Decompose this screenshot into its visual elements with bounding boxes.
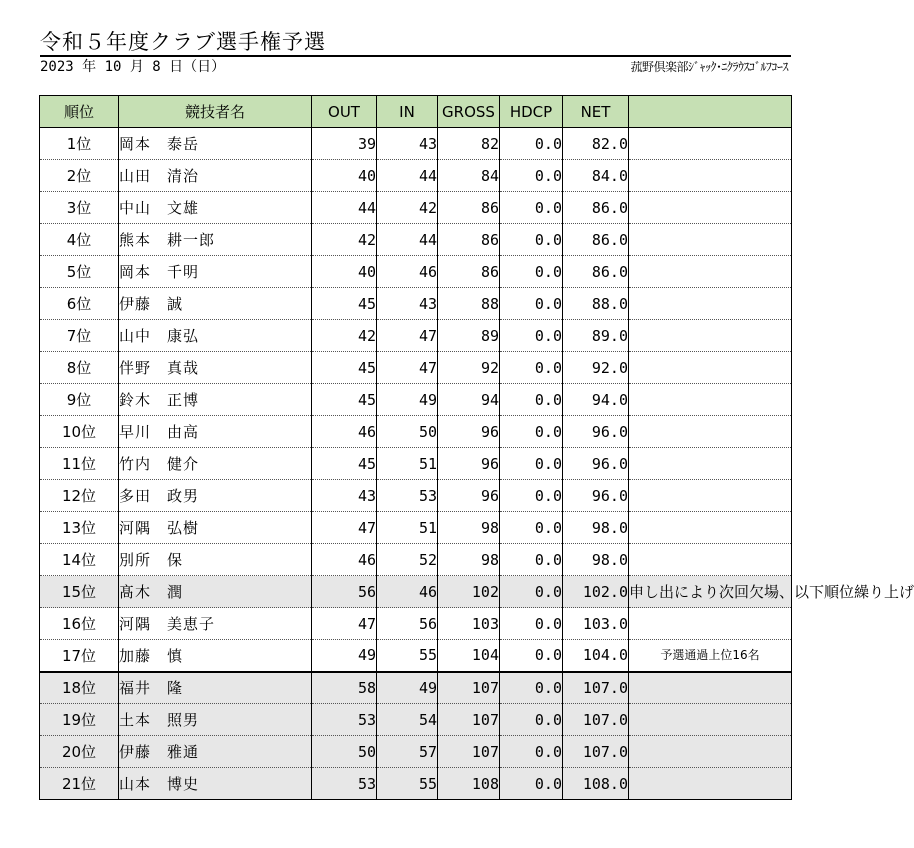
cell-out: 45 [312,288,377,320]
cell-hdcp: 0.0 [500,672,563,704]
table-row [40,640,792,672]
cell-net: 102.0 [563,576,629,608]
cell-in: 43 [377,128,438,160]
cell-out: 45 [312,448,377,480]
cell-hdcp: 0.0 [500,608,563,640]
cell-note [629,704,792,736]
cell-note [629,160,792,192]
col-header-hdcp: HDCP [500,96,563,128]
cell-in: 50 [377,416,438,448]
table-row [40,256,792,288]
cell-in: 49 [377,384,438,416]
cell-hdcp: 0.0 [500,192,563,224]
cell-name: 熊本 耕一郎 [119,224,312,256]
cell-in: 52 [377,544,438,576]
cell-note [629,320,792,352]
cell-net: 104.0 [563,640,629,672]
table-row [40,192,792,224]
cell-hdcp: 0.0 [500,160,563,192]
cell-gross: 92 [438,352,500,384]
table-row [40,544,792,576]
cell-gross: 86 [438,192,500,224]
cell-hdcp: 0.0 [500,352,563,384]
cell-net: 103.0 [563,608,629,640]
cell-hdcp: 0.0 [500,256,563,288]
cell-note [629,192,792,224]
col-header-rank: 順位 [40,96,119,128]
cell-net: 89.0 [563,320,629,352]
cell-note [629,224,792,256]
cell-name: 鈴木 正博 [119,384,312,416]
cell-name: 河隅 弘樹 [119,512,312,544]
cell-gross: 107 [438,736,500,768]
cell-rank: 17位 [40,640,119,672]
cell-name: 中山 文雄 [119,192,312,224]
cell-in: 47 [377,352,438,384]
cell-rank: 15位 [40,576,119,608]
cell-gross: 104 [438,640,500,672]
cell-hdcp: 0.0 [500,128,563,160]
cell-name: 早川 由高 [119,416,312,448]
results-table [39,95,914,800]
cell-rank: 2位 [40,160,119,192]
cell-note [629,384,792,416]
cell-rank: 1位 [40,128,119,160]
table-row [40,704,792,736]
table-header-row [40,96,792,128]
col-header-net: NET [563,96,629,128]
cell-hdcp: 0.0 [500,288,563,320]
cell-rank: 8位 [40,352,119,384]
cell-hdcp: 0.0 [500,320,563,352]
cell-out: 47 [312,512,377,544]
cell-hdcp: 0.0 [500,384,563,416]
cell-gross: 86 [438,256,500,288]
cell-out: 56 [312,576,377,608]
table-row [40,448,792,480]
cell-note [629,256,792,288]
cell-gross: 102 [438,576,500,608]
page-title: 令和５年度クラブ選手権予選 [40,30,326,54]
cell-in: 54 [377,704,438,736]
cell-name: 福井 隆 [119,672,312,704]
cell-in: 56 [377,608,438,640]
cell-out: 43 [312,480,377,512]
cell-out: 53 [312,768,377,800]
cell-out: 46 [312,416,377,448]
cell-rank: 20位 [40,736,119,768]
cell-hdcp: 0.0 [500,768,563,800]
cell-gross: 107 [438,672,500,704]
cell-gross: 107 [438,704,500,736]
cell-note [629,416,792,448]
cell-net: 98.0 [563,544,629,576]
cell-name: 伊藤 雅通 [119,736,312,768]
cell-gross: 89 [438,320,500,352]
cell-name: 山中 康弘 [119,320,312,352]
table-row [40,320,792,352]
cell-out: 42 [312,224,377,256]
cell-net: 96.0 [563,448,629,480]
table-row [40,576,792,608]
venue-name: 菰野倶楽部ｼﾞｬｯｸ･ﾆｸﾗｳｽｺﾞﾙﾌｺｰｽ [630,60,788,74]
cell-out: 58 [312,672,377,704]
cell-out: 53 [312,704,377,736]
cell-rank: 6位 [40,288,119,320]
cell-gross: 96 [438,416,500,448]
cell-net: 86.0 [563,192,629,224]
table-row [40,128,792,160]
cell-name: 髙木 潤 [119,576,312,608]
cell-hdcp: 0.0 [500,480,563,512]
cell-net: 82.0 [563,128,629,160]
cell-rank: 11位 [40,448,119,480]
cell-name: 伴野 真哉 [119,352,312,384]
cell-gross: 103 [438,608,500,640]
cell-note [629,672,792,704]
results-body [40,128,914,800]
cell-net: 107.0 [563,736,629,768]
cell-net: 96.0 [563,480,629,512]
cell-hdcp: 0.0 [500,448,563,480]
col-header-gross: GROSS [438,96,500,128]
cell-gross: 98 [438,544,500,576]
cell-rank: 5位 [40,256,119,288]
table-row [40,224,792,256]
cell-hdcp: 0.0 [500,544,563,576]
cell-note [629,288,792,320]
cell-gross: 82 [438,128,500,160]
cell-note [629,352,792,384]
cell-name: 岡本 千明 [119,256,312,288]
cell-in: 42 [377,192,438,224]
cell-out: 39 [312,128,377,160]
cell-gross: 84 [438,160,500,192]
cell-in: 43 [377,288,438,320]
cell-in: 57 [377,736,438,768]
cell-gross: 96 [438,448,500,480]
cell-note: 申し出により次回欠場、以下順位繰り上げ [629,576,792,608]
cell-note [629,608,792,640]
cell-note [629,480,792,512]
cell-in: 51 [377,512,438,544]
cell-net: 107.0 [563,704,629,736]
cell-net: 86.0 [563,224,629,256]
cell-in: 44 [377,224,438,256]
col-header-note [629,96,792,128]
cell-note [629,544,792,576]
cell-in: 46 [377,256,438,288]
table-row [40,672,792,704]
table-row [40,416,792,448]
col-header-in: IN [377,96,438,128]
cell-net: 94.0 [563,384,629,416]
cell-name: 山本 博史 [119,768,312,800]
cell-hdcp: 0.0 [500,704,563,736]
table-row [40,160,792,192]
cell-gross: 108 [438,768,500,800]
cell-name: 岡本 泰岳 [119,128,312,160]
cell-in: 51 [377,448,438,480]
cell-rank: 19位 [40,704,119,736]
cell-note [629,736,792,768]
cell-out: 45 [312,384,377,416]
cell-rank: 12位 [40,480,119,512]
cell-hdcp: 0.0 [500,416,563,448]
cell-rank: 13位 [40,512,119,544]
cell-net: 86.0 [563,256,629,288]
cell-rank: 10位 [40,416,119,448]
cell-note [629,448,792,480]
cell-note: 予選通過上位16名 [629,640,792,672]
cell-rank: 21位 [40,768,119,800]
cell-net: 108.0 [563,768,629,800]
cell-in: 44 [377,160,438,192]
cell-note [629,512,792,544]
cell-net: 107.0 [563,672,629,704]
cell-name: 別所 保 [119,544,312,576]
table-row [40,384,792,416]
cell-name: 伊藤 誠 [119,288,312,320]
cell-in: 53 [377,480,438,512]
title-underline [40,55,791,57]
cell-rank: 16位 [40,608,119,640]
table-row [40,352,792,384]
cell-net: 98.0 [563,512,629,544]
cell-out: 42 [312,320,377,352]
cell-out: 49 [312,640,377,672]
table-row [40,288,792,320]
cell-name: 竹内 健介 [119,448,312,480]
col-header-name: 競技者名 [119,96,312,128]
cell-name: 河隅 美恵子 [119,608,312,640]
cell-out: 47 [312,608,377,640]
cell-name: 山田 清治 [119,160,312,192]
cell-in: 46 [377,576,438,608]
cell-rank: 14位 [40,544,119,576]
cell-in: 47 [377,320,438,352]
table-row [40,768,792,800]
cell-out: 40 [312,160,377,192]
cell-rank: 18位 [40,672,119,704]
cell-name: 多田 政男 [119,480,312,512]
cell-net: 88.0 [563,288,629,320]
col-header-out: OUT [312,96,377,128]
cell-rank: 9位 [40,384,119,416]
cell-net: 84.0 [563,160,629,192]
cell-in: 55 [377,768,438,800]
cell-out: 44 [312,192,377,224]
cell-net: 96.0 [563,416,629,448]
cell-hdcp: 0.0 [500,512,563,544]
cell-gross: 94 [438,384,500,416]
cell-out: 50 [312,736,377,768]
cell-out: 46 [312,544,377,576]
cell-hdcp: 0.0 [500,224,563,256]
cell-rank: 3位 [40,192,119,224]
cell-gross: 96 [438,480,500,512]
table-row [40,608,792,640]
cell-rank: 4位 [40,224,119,256]
cell-name: 加藤 慎 [119,640,312,672]
cell-in: 49 [377,672,438,704]
cell-note [629,128,792,160]
cell-gross: 86 [438,224,500,256]
event-date: 2023 年 10 月 8 日（日） [40,59,226,75]
cell-net: 92.0 [563,352,629,384]
cell-name: 土本 照男 [119,704,312,736]
cell-hdcp: 0.0 [500,640,563,672]
cell-hdcp: 0.0 [500,736,563,768]
cell-in: 55 [377,640,438,672]
cell-note [629,768,792,800]
table-row [40,480,792,512]
cell-gross: 88 [438,288,500,320]
cell-rank: 7位 [40,320,119,352]
table-row [40,512,792,544]
table-row [40,736,792,768]
cell-out: 45 [312,352,377,384]
cell-hdcp: 0.0 [500,576,563,608]
cell-out: 40 [312,256,377,288]
cell-gross: 98 [438,512,500,544]
